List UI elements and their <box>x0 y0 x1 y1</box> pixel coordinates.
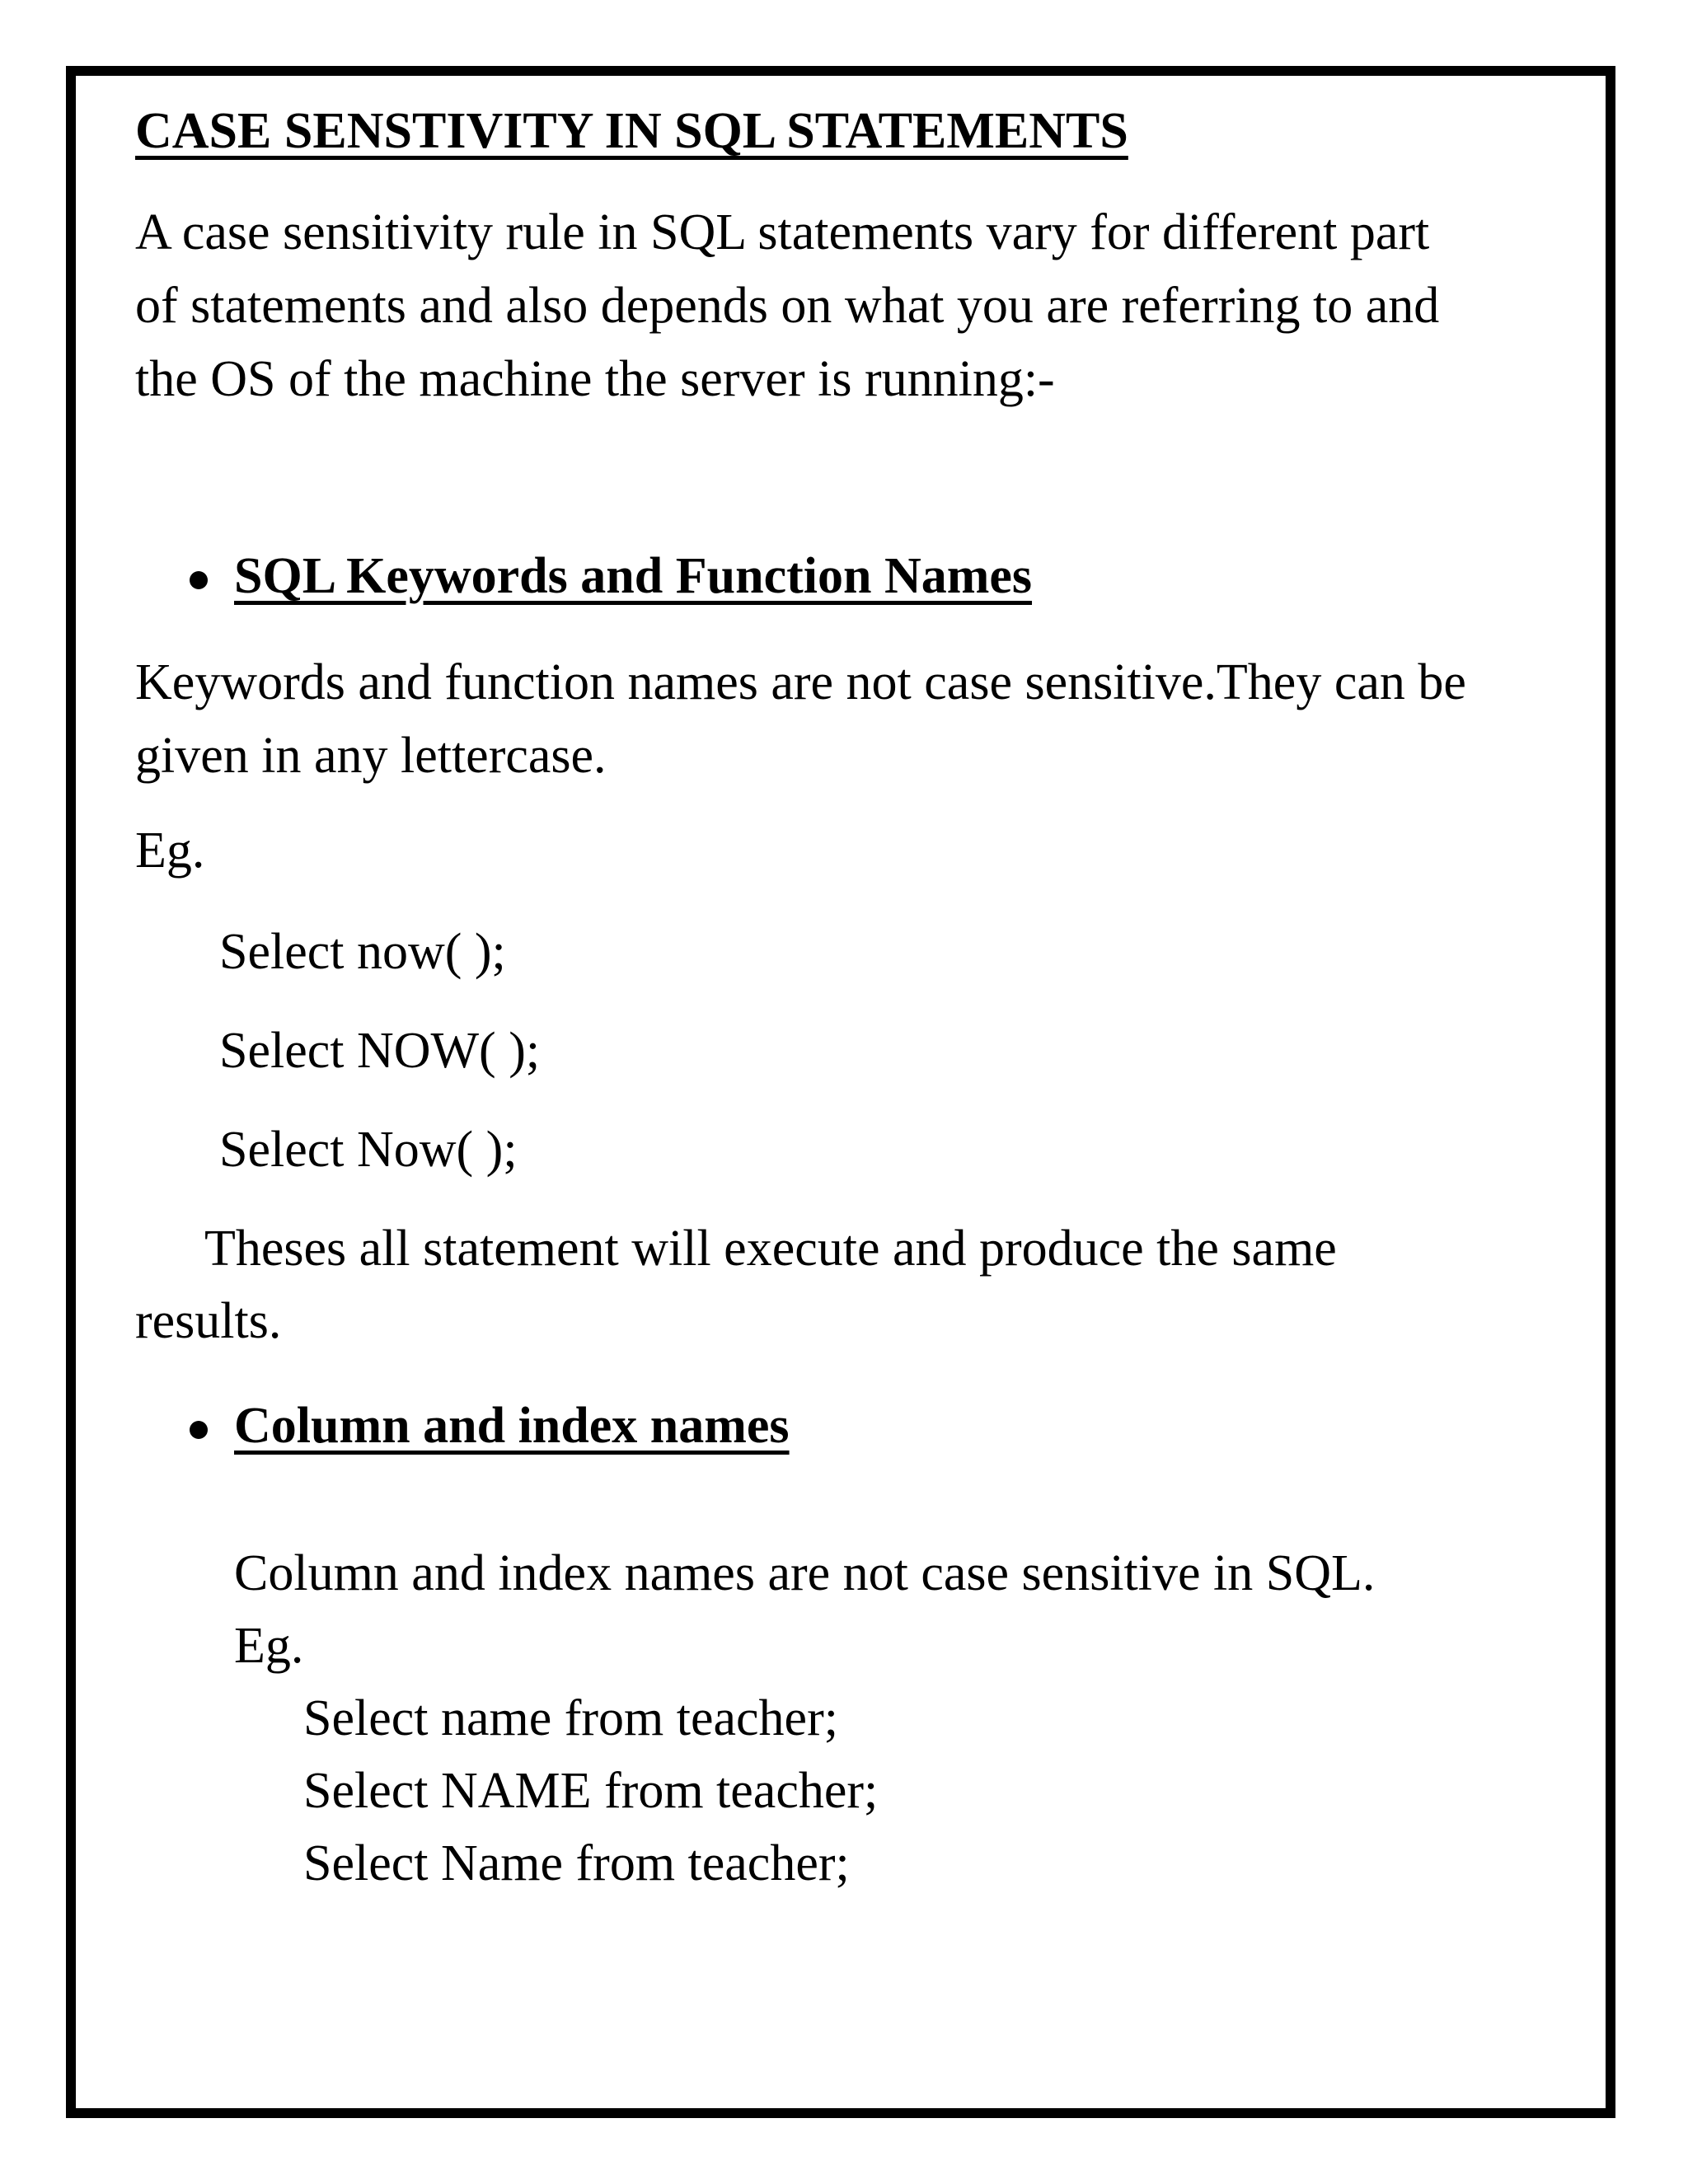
example-statement: Select NAME from teacher; <box>303 1763 879 1819</box>
bullet-icon <box>190 1421 208 1439</box>
section-heading: SQL Keywords and Function Names <box>234 548 1033 604</box>
conclusion-line: Theses all statement will execute and produce the same <box>204 1221 1337 1277</box>
page-title: CASE SENSTIVITY IN SQL STATEMENTS <box>135 103 1128 159</box>
body-line: Keywords and function names are not case sensitive.They can be <box>135 654 1466 710</box>
example-statement: Select Now( ); <box>219 1122 518 1178</box>
intro-line: the OS of the machine the server is running:- <box>135 351 1055 407</box>
bullet-icon <box>190 571 208 589</box>
example-statement: Select Name from teacher; <box>303 1835 850 1891</box>
example-statement: Select now( ); <box>219 924 506 980</box>
example-statement: Select NOW( ); <box>219 1023 541 1079</box>
example-statement: Select name from teacher; <box>303 1690 838 1746</box>
section-heading: Column and index names <box>234 1398 790 1454</box>
intro-line: of statements and also depends on what you are referring to and <box>135 278 1440 334</box>
intro-line: A case sensitivity rule in SQL statements vary for different part <box>135 204 1430 260</box>
conclusion-line: results. <box>135 1293 282 1349</box>
body-line: Column and index names are not case sensitive in SQL. <box>234 1545 1376 1601</box>
eg-label: Eg. <box>234 1618 304 1674</box>
body-line: given in any lettercase. <box>135 728 607 784</box>
eg-label: Eg. <box>135 823 205 879</box>
